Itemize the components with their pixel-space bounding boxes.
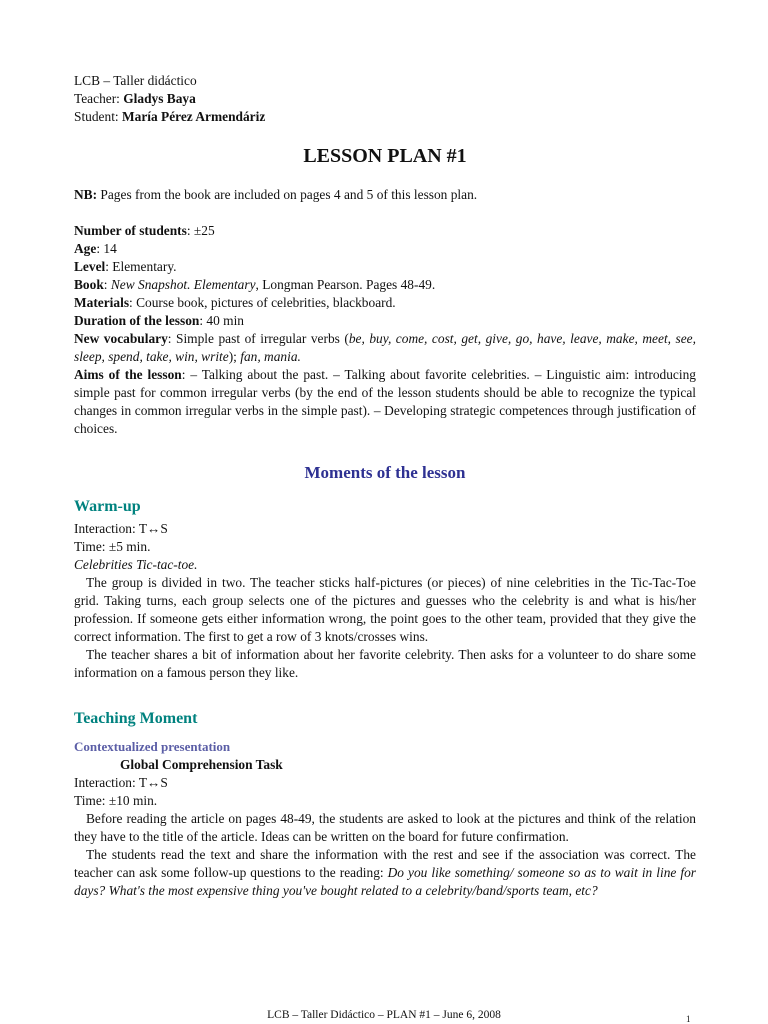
student-line: Student: María Pérez Armendáriz — [74, 109, 266, 124]
teaching-paragraph-2: The students read the text and share the information with the rest and see if the association was correct. The teacher can ask some follow-up questions to the reading: Do you like something/ someone so as to wait in line for days? What's the most expensive thing you've bought related to a celebrity/band/sports team, etc? — [74, 847, 696, 898]
document-page — [74, 72, 696, 900]
materials-line: Materials: Course book, pictures of celebrities, blackboard. — [74, 295, 396, 310]
vocabulary-line: New vocabulary: Simple past of irregular verbs (be, buy, come, cost, get, give, go, have, leave, make, meet, see, sleep, spend, take, win, write); fan, mania. — [74, 331, 696, 364]
age-line: Age: 14 — [74, 241, 117, 256]
duration-line: Duration of the lesson: 40 min — [74, 313, 244, 328]
students-line: Number of students: ±25 — [74, 223, 215, 238]
book-line: Book: New Snapshot. Elementary, Longman Pearson. Pages 48-49. — [74, 277, 436, 292]
page-footer: LCB – Taller Didáctico – PLAN #1 – June 6, 2008 — [267, 1009, 501, 1021]
warmup-paragraph-2: The teacher shares a bit of information about her favorite celebrity. Then asks for a volunteer to do share some information on a famous person they like. — [74, 647, 696, 680]
warmup-activity: Celebrities Tic-tac-toe. — [74, 557, 198, 572]
teacher-line: Teacher: Gladys Baya — [74, 91, 196, 106]
teaching-time: Time: ±10 min. — [74, 793, 158, 808]
teaching-interaction: Interaction: T↔S — [74, 775, 168, 790]
warmup-heading: Warm-up — [74, 498, 141, 515]
level-line: Level: Elementary. — [74, 259, 177, 274]
contextualized-heading: Contextualized presentation — [74, 739, 231, 754]
teaching-heading: Teaching Moment — [74, 710, 198, 727]
course-line: LCB – Taller didáctico — [74, 73, 197, 88]
teacher-name: Gladys Baya — [123, 91, 196, 106]
nb-note: NB: Pages from the book are included on pages 4 and 5 of this lesson plan. — [74, 187, 478, 202]
student-name: María Pérez Armendáriz — [122, 109, 266, 124]
teaching-paragraph-1: Before reading the article on pages 48-49, the students are asked to look at the pictures and think of the relation they have to the title of the article. Ideas can be written on the board for future confirmation. — [74, 811, 696, 844]
warmup-time: Time: ±5 min. — [74, 539, 151, 554]
aims-line: Aims of the lesson: – Talking about the past. – Talking about favorite celebrities. – Linguistic aim: introducing simple past for common irregular verbs (by the end of the lesson students should be able to recognize the typical changes in common irregular verbs in the simple past). – Developing strategic competences through justification of choices. — [74, 367, 696, 436]
page-title: LESSON PLAN #1 — [303, 145, 467, 167]
task-heading: Global Comprehension Task — [120, 757, 283, 772]
warmup-interaction: Interaction: T↔S — [74, 521, 168, 536]
warmup-paragraph-1: The group is divided in two. The teacher sticks half-pictures (or pieces) of nine celebrities in the Tic-Tac-Toe grid. Taking turns, each group selects one of the pictures and guesses who the celebrity is and what is his/her profession. If someone gets either information wrong, the point goes to the other team, provided that they give the correct information. The first to get a row of 3 knots/crosses wins. — [74, 575, 696, 644]
page-number: 1 — [686, 1014, 691, 1024]
moments-heading: Moments of the lesson — [304, 463, 466, 482]
